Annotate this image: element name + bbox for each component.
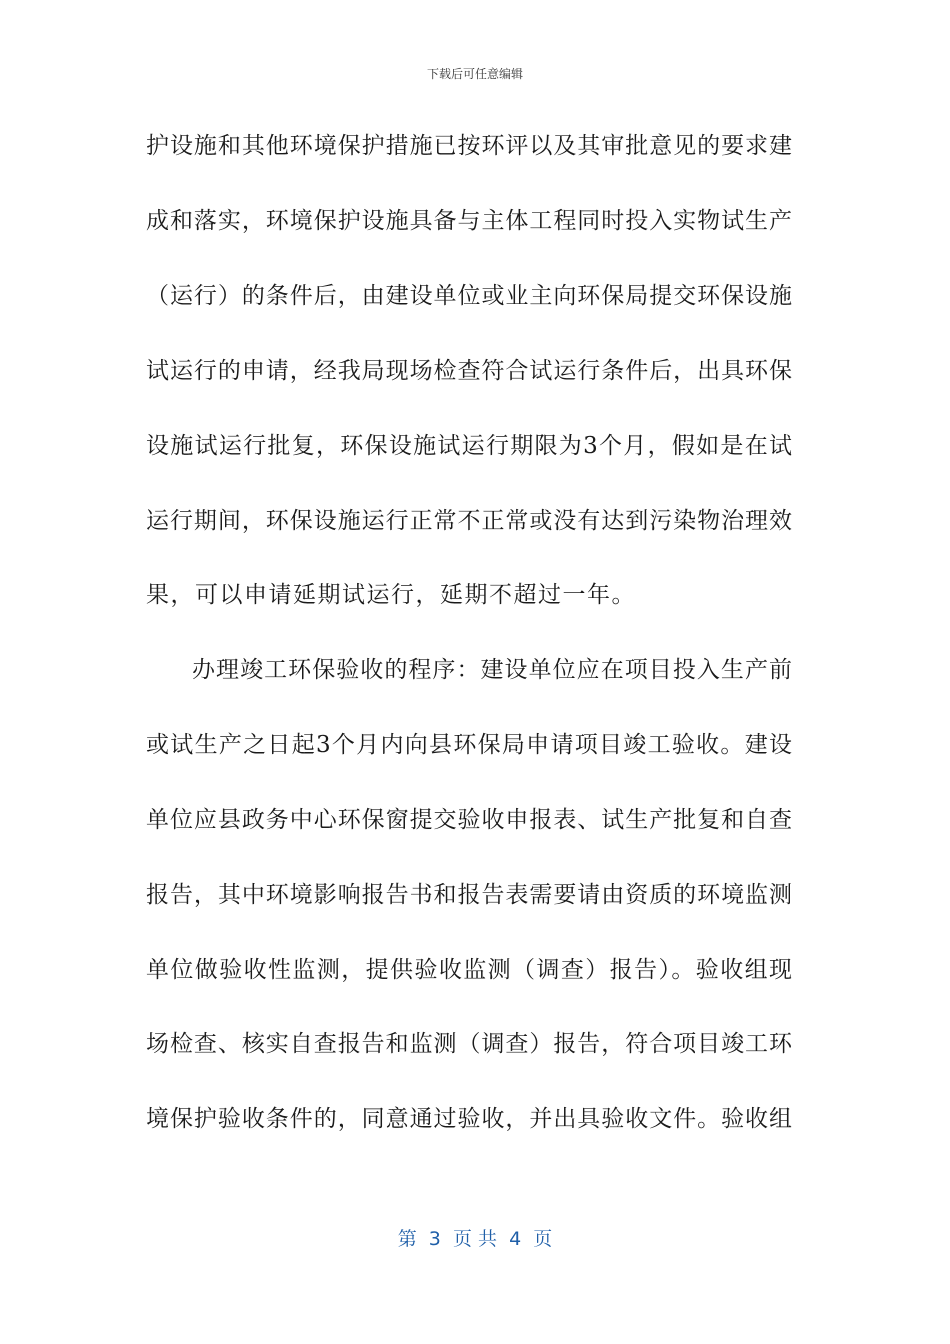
text-line-5: 设施试运行批复，环保设施试运行期限为3个月，假如是在试 <box>146 433 792 459</box>
text-line-9: 或试生产之日起3个月内向县环保局申请项目竣工验收。建设 <box>146 732 792 758</box>
text-line-7: 果，可以申请延期试运行，延期不超过一年。 <box>146 582 636 608</box>
text-line-14: 境保护验收条件的，同意通过验收，并出具验收文件。验收组 <box>146 1106 792 1132</box>
text-line-3: （运行）的条件后，由建设单位或业主向环保局提交环保设施 <box>146 283 792 309</box>
text-line-2: 成和落实，环境保护设施具备与主体工程同时投入实物试生产 <box>146 208 792 234</box>
text-line-8: 办理竣工环保验收的程序：建设单位应在项目投入生产前 <box>192 657 792 683</box>
text-line-1: 护设施和其他环境保护措施已按环评以及其审批意见的要求建 <box>146 133 792 159</box>
text-line-10: 单位应县政务中心环保窗提交验收申报表、试生产批复和自查 <box>146 807 792 833</box>
text-line-6: 运行期间，环保设施运行正常不正常或没有达到污染物治理效 <box>146 508 792 534</box>
text-line-11: 报告，其中环境影响报告书和报告表需要请由资质的环境监测 <box>146 882 792 908</box>
text-line-12: 单位做验收性监测，提供验收监测（调查）报告）。验收组现 <box>146 957 792 983</box>
text-line-4: 试运行的申请，经我局现场检查符合试运行条件后，出具环保 <box>146 358 792 384</box>
page-number-footer: 第 3 页 共 4 页 <box>397 1228 553 1250</box>
page-header-note: 下载后可任意编辑 <box>426 67 523 81</box>
text-line-13: 场检查、核实自查报告和监测（调查）报告，符合项目竣工环 <box>146 1031 792 1057</box>
